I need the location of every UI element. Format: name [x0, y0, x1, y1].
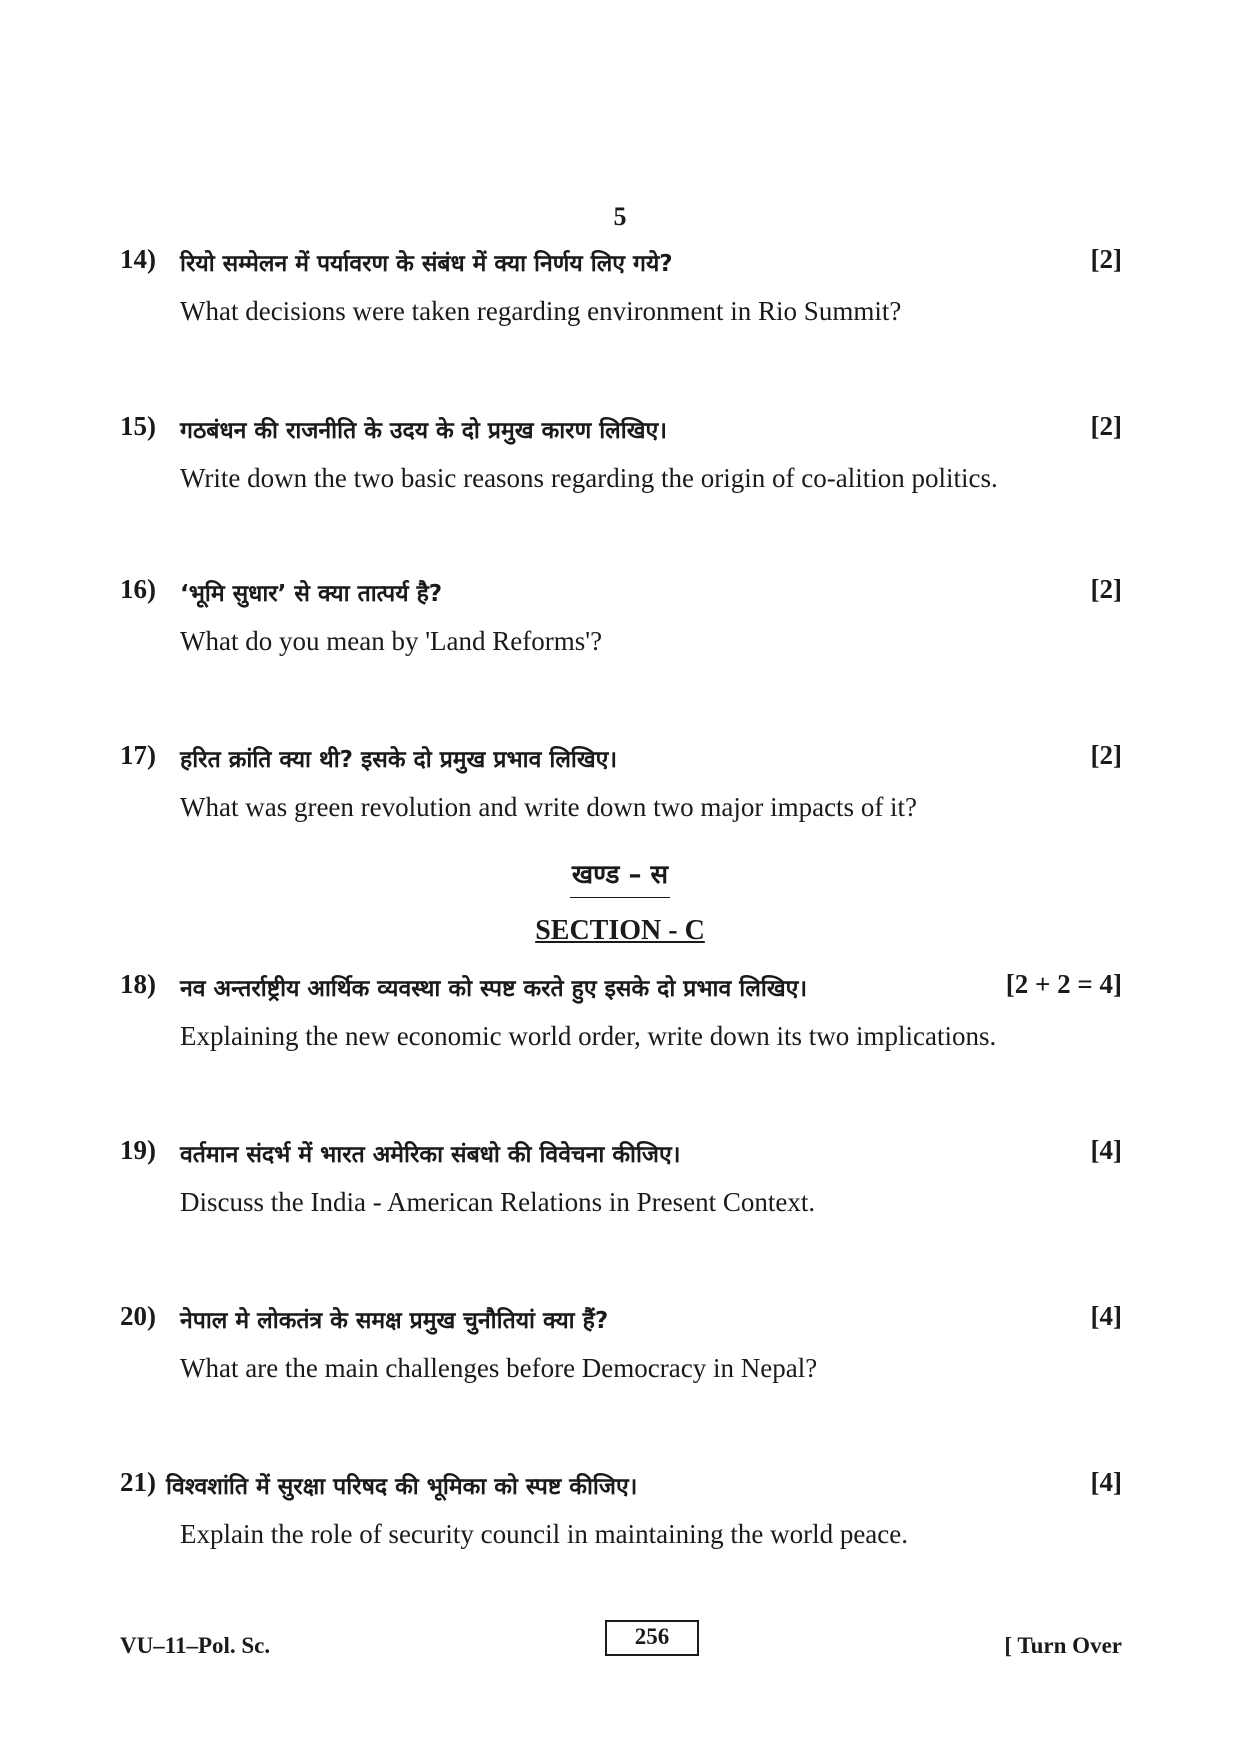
- question-hindi: नेपाल मे लोकतंत्र के समक्ष प्रमुख चुनौतियां क्या हैं?: [180, 1308, 609, 1334]
- question-hindi: गठबंधन की राजनीति के उदय के दो प्रमुख कारण लिखिए।: [180, 418, 667, 444]
- section-title-hindi: खण्ड – स: [0, 855, 1240, 898]
- question-english: What was green revolution and write down two major impacts of it?: [180, 792, 918, 822]
- question-marks: [2]: [1090, 574, 1122, 604]
- question-17: [0, 740, 1240, 822]
- question-english: Explaining the new economic world order, write down its two implications.: [180, 1021, 997, 1051]
- question-18: [0, 969, 1240, 1051]
- turn-over-label: [ Turn Over: [1004, 1633, 1122, 1658]
- question-number: 21): [120, 1467, 156, 1497]
- paper-code: VU–11–Pol. Sc.: [120, 1633, 271, 1658]
- question-marks: [4]: [1090, 1301, 1122, 1331]
- question-hindi: ‘भूमि सुधार’ से क्या तात्पर्य है?: [180, 581, 443, 607]
- page-box: 256: [605, 1620, 699, 1656]
- question-english: Write down the two basic reasons regarding the origin of co-alition politics.: [180, 463, 998, 493]
- question-15: [0, 411, 1240, 493]
- question-marks: [2 + 2 = 4]: [1005, 969, 1122, 999]
- question-number: 19): [120, 1135, 156, 1165]
- question-hindi: वर्तमान संदर्भ में भारत अमेरिका संबधो की विवेचना कीजिए।: [180, 1142, 681, 1168]
- question-number: 16): [120, 574, 156, 604]
- question-21: [0, 1467, 1240, 1549]
- question-marks: [2]: [1090, 411, 1122, 441]
- section-title: SECTION - C: [535, 915, 705, 946]
- question-english: Discuss the India - American Relations in Present Context.: [180, 1187, 816, 1217]
- question-20: [0, 1301, 1240, 1383]
- question-hindi: नव अन्तर्राष्ट्रीय आर्थिक व्यवस्था को स्पष्ट करते हुए इसके दो प्रभाव लिखिए।: [180, 976, 808, 1002]
- question-english: What decisions were taken regarding environment in Rio Summit?: [180, 296, 902, 326]
- question-number: 20): [120, 1301, 156, 1331]
- question-marks: [4]: [1090, 1135, 1122, 1165]
- question-english: What are the main challenges before Democracy in Nepal?: [180, 1353, 818, 1383]
- question-hindi: हरित क्रांति क्या थी? इसके दो प्रमुख प्रभाव लिखिए।: [180, 747, 618, 773]
- question-14: [0, 244, 1240, 326]
- question-marks: [4]: [1090, 1467, 1122, 1497]
- question-hindi: रियो सम्मेलन में पर्यावरण के संबंध में क्या निर्णय लिए गये?: [180, 251, 673, 277]
- question-hindi: विश्वशांति में सुरक्षा परिषद की भूमिका को स्पष्ट कीजिए।: [166, 1474, 638, 1500]
- question-english: Explain the role of security council in maintaining the world peace.: [180, 1519, 909, 1549]
- question-english: What do you mean by 'Land Reforms'?: [180, 626, 603, 656]
- question-number: 14): [120, 244, 156, 274]
- question-number: 15): [120, 411, 156, 441]
- page-number: 5: [613, 202, 627, 231]
- question-number: 17): [120, 740, 156, 770]
- question-marks: [2]: [1090, 740, 1122, 770]
- question-marks: [2]: [1090, 244, 1122, 274]
- question-16: [0, 574, 1240, 656]
- question-19: [0, 1135, 1240, 1217]
- question-number: 18): [120, 969, 156, 999]
